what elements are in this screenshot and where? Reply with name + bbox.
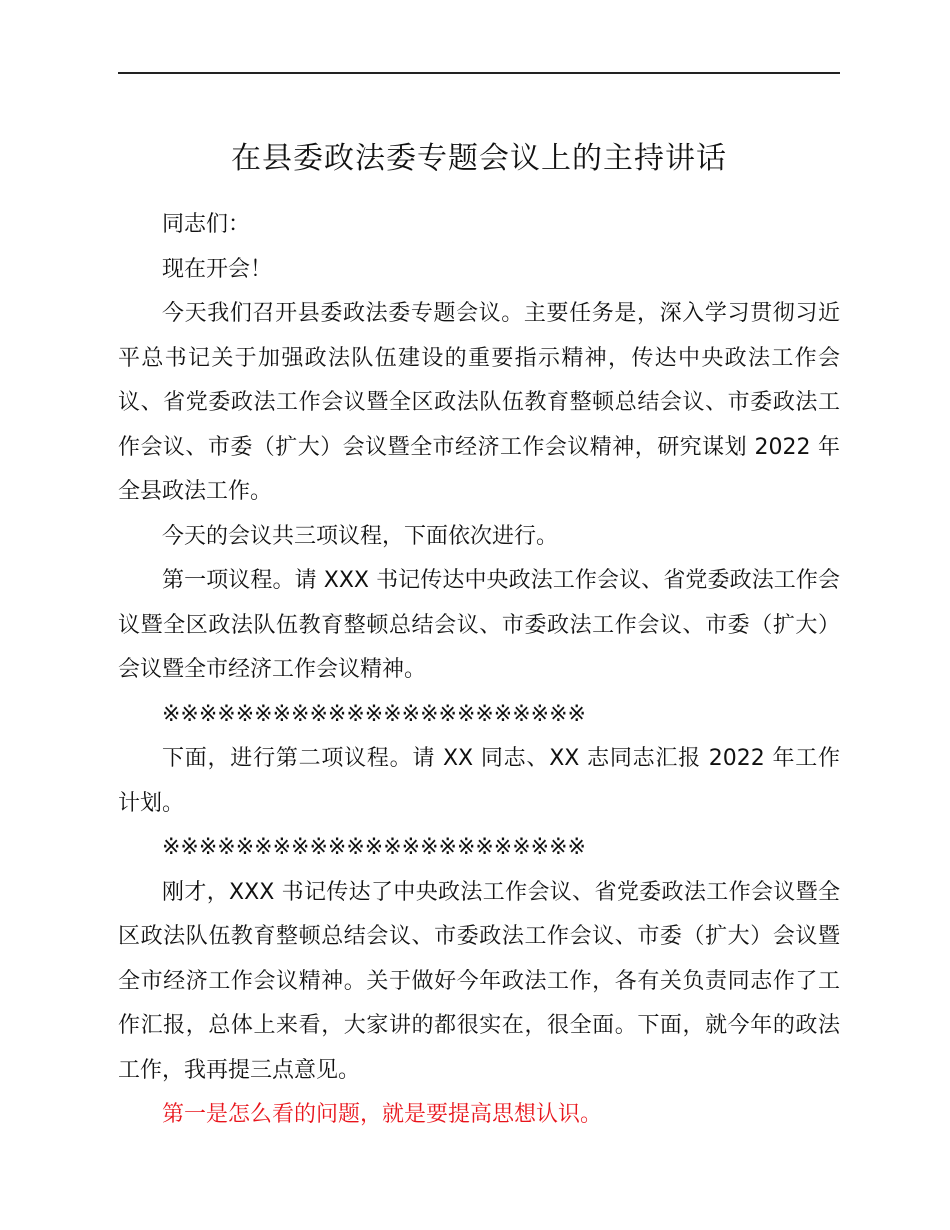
heading-point-one: 第一是怎么看的问题，就是要提高思想认识。 xyxy=(162,1102,603,1127)
document-title: 在县委政法委专题会议上的主持讲话 xyxy=(231,141,727,176)
section-separator: ※※※※※※※※※※※※※※※※※※※※※※※ xyxy=(162,835,586,860)
paragraph-agenda-intro: 今天的会议共三项议程，下面依次进行。 xyxy=(162,523,559,549)
paragraph-summary: 刚才，XXX 书记传达了中央政法工作会议、省党委政法工作会议暨全区政法队伍教育整顿总结会议、市委政法工作会议、市委（扩大）会议暨全市经济工作会议精神。关于做好今年政法工作，各有关负责同志作了工作汇报，总体上来看，大家讲的都很实在，很全面。下面，就今年的政法工作，我再提三点意见。 xyxy=(118,879,840,1083)
document-body xyxy=(118,203,840,1138)
paragraph-agenda-item-one: 第一项议程。请 XXX 书记传达中央政法工作会议、省党委政法工作会议暨全区政法队伍教育整顿总结会议、市委政法工作会议、市委（扩大）会议暨全市经济工作会议精神。 xyxy=(118,568,840,682)
paragraph-meeting-purpose: 今天我们召开县委政法委专题会议。主要任务是，深入学习贯彻习近平总书记关于加强政法队伍建设的重要指示精神，传达中央政法工作会议、省党委政法工作会议暨全区政法队伍教育整顿总结会议、市委政法工作会议、市委（扩大）会议暨全市经济工作会议精神，研究谋划 2022 年全县政法工作。 xyxy=(118,301,840,504)
paragraph-agenda-item-two: 下面，进行第二项议程。请 XX 同志、XX 志同志汇报 2022 年工作计划。 xyxy=(118,746,840,816)
header-rule xyxy=(118,72,840,74)
salutation: 同志们： xyxy=(162,212,251,237)
section-separator: ※※※※※※※※※※※※※※※※※※※※※※※ xyxy=(162,701,586,727)
opening-line: 现在开会！ xyxy=(162,256,273,282)
